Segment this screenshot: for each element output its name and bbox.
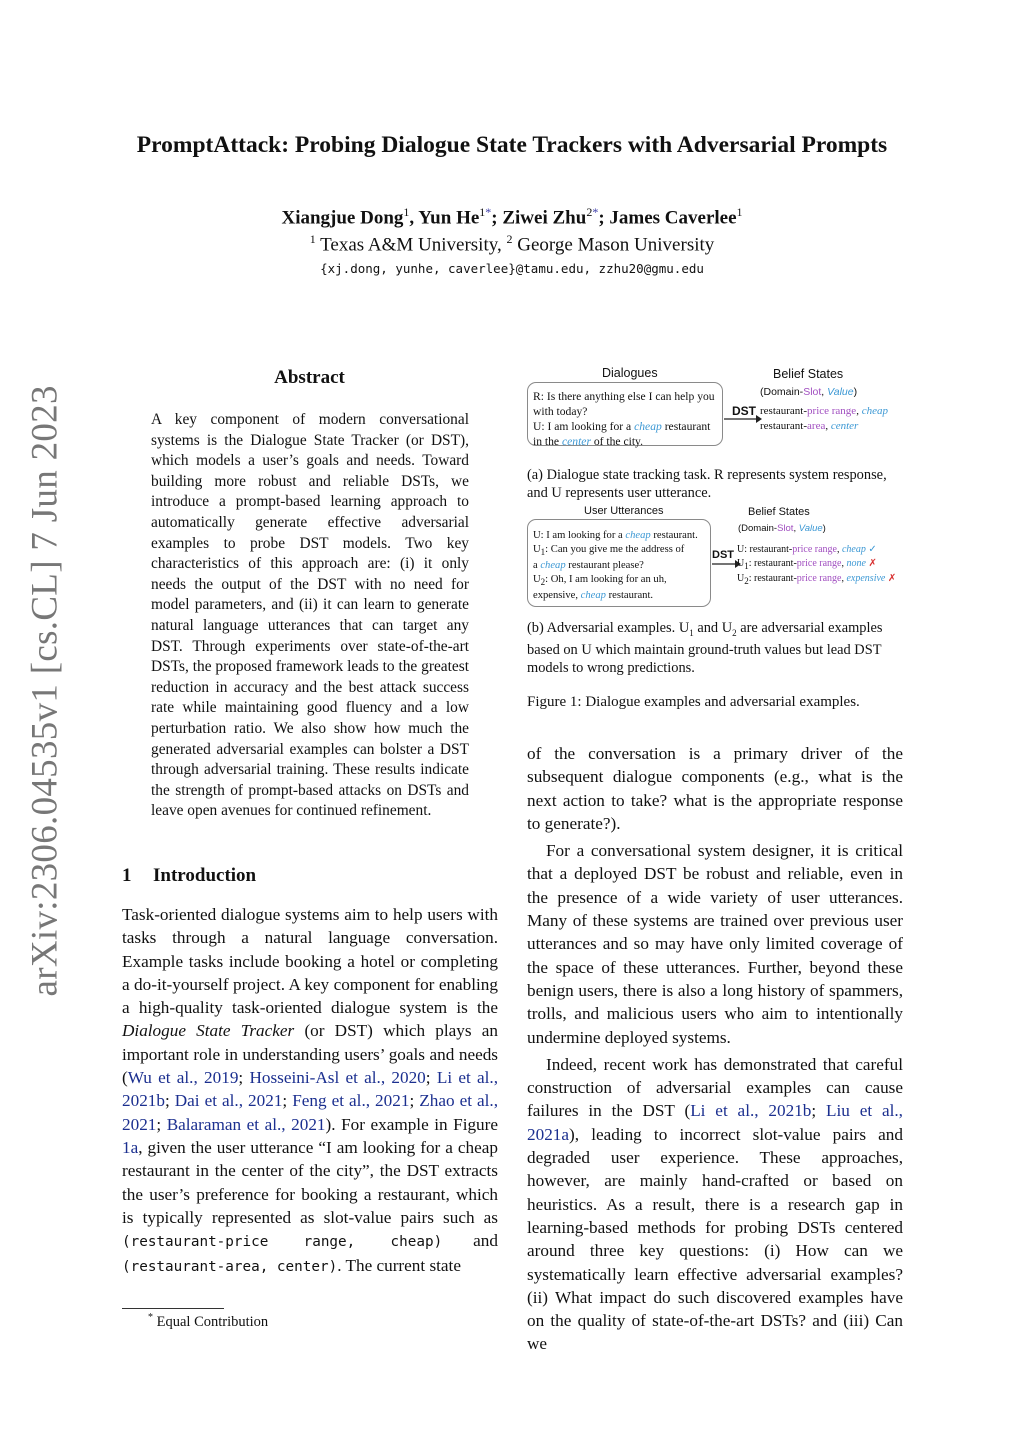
fig-b-utterances-header: User Utterances [584, 505, 664, 517]
author-name: James Caverlee [609, 207, 737, 229]
cross-icon: ✗ [868, 558, 877, 569]
affil-mark: 1 [736, 205, 743, 219]
citation-link[interactable]: Wu et al., 2019 [127, 1068, 239, 1088]
fig-b-prediction-u1: $U_1$: restaurant-price range, none ✗ [737, 558, 877, 571]
paper-title: PromptAttack: Probing Dialogue State Trackers with Adversarial Prompts [136, 132, 888, 158]
fig-a-belief-header: Belief States [773, 367, 844, 381]
author-name: Yun He [418, 207, 480, 229]
fig-b-prediction-u2: $U_2$: restaurant-price range, expensive ✗ [737, 573, 897, 586]
fig-a-dialogue-box: R: Is there anything else I can help you with today? U: I am looking for a cheap restaurant in the center of the city. [527, 382, 723, 446]
author-emails: {xj.dong, yunhe, caverlee}@tamu.edu, zzhu20@gmu.edu [320, 261, 704, 276]
equal-contribution-mark[interactable]: * [592, 205, 599, 219]
footnote-rule [122, 1308, 224, 1309]
paragraph: Indeed, recent work has demonstrated that careful construction of adversarial examples can cause failures in the DST (Li et al., 2021b; Liu et al., 2021a), leading to incorrect slot-value pairs and degraded user experience. These approaches, however, are mainly hand-crafted or based on heuristics. As a result, there is a research gap in learning-based methods for probing DSTs centered around three key questions: (i) How can we systematically learn effective adversarial examples? (ii) What impact do such discovered examples have on the quality of state-of-the-art DSTs? and (iii) Can we [527, 1054, 903, 1354]
citation-link[interactable]: Dai et al., 2021 [174, 1091, 283, 1111]
affil-mark: 1* [479, 205, 492, 219]
affil-mark: 2* [586, 205, 599, 219]
fig-a-belief-state-1: restaurant-price range, cheap [760, 405, 888, 417]
fig-b-dst-label: DST [712, 549, 734, 561]
fig-a-arrow [723, 412, 763, 426]
figure-caption: Figure 1: Dialogue examples and adversarial examples. [527, 694, 860, 710]
paragraph: of the conversation is a primary driver of the subsequent dialogue components (e.g., what is the next action to take? what is the appropriate response to generate?). [527, 744, 903, 833]
cross-icon: ✗ [887, 573, 897, 584]
arxiv-identifier: arXiv:2306.04535v1 [cs.CL] 7 Jun 2023 [24, 385, 66, 997]
fig-b-utterance-box: U: I am looking for a cheap restaurant. $U_1$: Can you give me the address of a cheap restaurant please? $U_2$: Oh, I am looking for an uh, expensive, cheap restaurant. [527, 519, 711, 607]
fig-a-dst-label: DST [732, 404, 756, 418]
equal-contribution-mark[interactable]: * [485, 205, 492, 219]
citation-link[interactable]: Li et al., 2021b [122, 1068, 499, 1111]
abstract-text: A key component of modern conversational systems is the Dialogue State Tracker (or DST), which models a user’s goals and needs. Toward building more robust and reliable DSTs, we introduce a prompt-based learning approach to automatically generate effective adversarial examples to probe DST models. Two key characteristics of this approach are: (i) it only needs the output of the DST with no need for model parameters, and (ii) it can learn to generate natural language utterances that can target any DST. Through experiments over state-of-the-art DSTs, the proposed framework leads to the greatest reduction in accuracy and the best attack success rate while maintaining good fluency and a low perturbation ratio. We also show how much the generated adversarial examples can bolster a DST through adversarial training. These results indicate the strength of prompt-based attacks on DSTs and leave open avenues for continued refinement. [151, 411, 469, 820]
affil-mark: 1 [403, 205, 410, 219]
fig-a-belief-state-2: restaurant-area, center [760, 420, 859, 432]
author-name: Ziwei Zhu [502, 207, 587, 229]
intro-right-column [527, 742, 903, 1356]
author-list: Xiangjue Dong$^1$, Yun $He^{1*}$; Ziwei Zhu$^{2*}$; James Caverlee$^1$ [281, 205, 743, 229]
affiliations: $^1$ Texas A&M University, $^2$ George Mason University [309, 232, 715, 256]
author-name: Xiangjue Dong [281, 207, 404, 229]
citation-link[interactable]: Hosseini-Asl et al., 2020 [249, 1068, 426, 1088]
citation-link[interactable]: Balaraman et al., 2021 [166, 1114, 326, 1134]
section-heading: 1 Introduction [122, 865, 257, 886]
abstract-heading: Abstract [274, 367, 345, 388]
paragraph: For a conversational system designer, it is critical that a deployed DST be robust and reliable, even in the presence of a wide variety of user utterances. Many of these systems are trained over previous user utterances and so may have only limited coverage of the space of these utterances. Further, beyond these benign users, there is also a long history of spammers, trolls, and malicious users who aim to intentionally undermine deployed systems. [527, 841, 903, 1047]
citation-link[interactable]: Liu et al., 2021a [527, 1101, 903, 1144]
citation-link[interactable]: Zhao et al., 2021 [122, 1091, 498, 1134]
intro-left-column: Task-oriented dialogue systems aim to help users with tasks through a natural language conversation. Example tasks include booking a hotel or completing a do-it-yourself project. A key component for enabling a high-quality task-oriented dialogue system is the Dialogue State Tracker (or DST) which plays an important role in understanding users’ goals and needs (Wu et al., 2019; Hosseini-Asl et al., 2020; Li et al., 2021b; Dai et al., 2021; Feng et al., 2021; Zhao et al., 2021; Balaraman et al., 2021). For example in Figure 1a, given the user utterance “I am looking for a cheap restaurant in the center of the city”, the DST extracts the user’s preference for booking a restaurant, which is typically represented as slot-value pairs such as (restaurant-price range, cheap) and (restaurant-area, center). The current state [122, 905, 499, 1276]
fig-a-dialogues-header: Dialogues [602, 366, 658, 380]
footnote: * Equal Contribution [148, 1312, 269, 1330]
fig-b-prediction-u: U: restaurant-price range, cheap ✓ [737, 544, 877, 555]
figure-ref-link[interactable]: 1a [122, 1137, 139, 1157]
citation-link[interactable]: Li et al., 2021b [690, 1101, 812, 1121]
check-icon: ✓ [868, 544, 877, 555]
fig-b-caption: (b) Adversarial examples. $U_1$ and $U_2$ are adversarial examples based on U which maintain ground-truth values but lead DST models to wrong predictions. [527, 620, 883, 677]
fig-a-caption: (a) Dialogue state tracking task. R represents system response, and U represents user utterance. [527, 467, 887, 501]
fig-b-belief-header: Belief States [748, 506, 810, 518]
fig-a-domain-slot-value: (Domain-Slot, Value) [760, 386, 858, 398]
citation-link[interactable]: Feng et al., 2021 [292, 1091, 410, 1111]
fig-b-domain-slot-value: (Domain-Slot, Value) [738, 523, 826, 534]
